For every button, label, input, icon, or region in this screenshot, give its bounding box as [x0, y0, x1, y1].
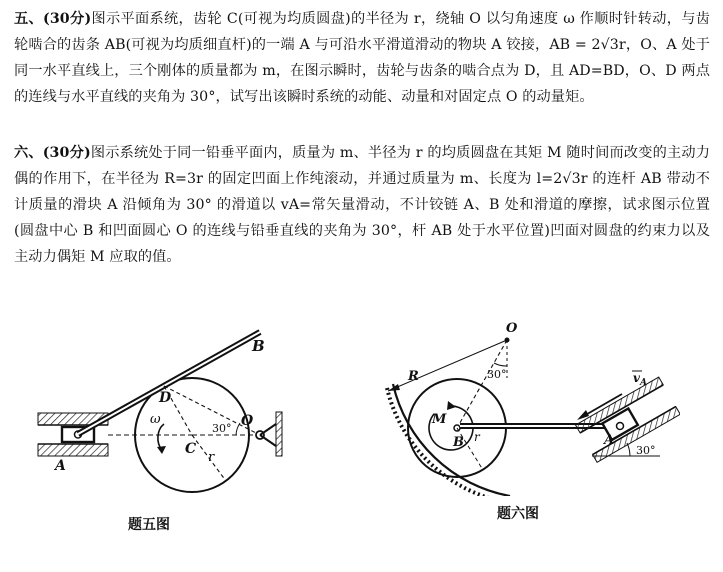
problem-6-title: 六、(30分) — [14, 145, 91, 161]
label-R: R — [408, 369, 419, 384]
label-r: r — [208, 450, 215, 465]
label-r: r — [474, 430, 480, 444]
problem-5-body: 图示平面系统，齿轮 C(可视为均质圆盘)的半径为 r，绕轴 O 以匀角速度 ω 作顺时针转动，与齿轮啮合的齿条 AB(可视为均质细直杆)的一端 A 与可沿水平滑道滑动的物块 A 铰接，AB = 2√3r，O、A 处于同一水平直线上，三个刚体的质量都为 m，在图示瞬时，齿轮与齿条的啮合点为 D，且 AD=BD，O、D 两点的连线与水平直线的夹角为 30°，试写出该瞬时系统的动能、动量和对固定点 O 的动量矩。 — [14, 11, 710, 105]
problem-5 — [14, 6, 710, 110]
label-a: A — [55, 458, 66, 474]
figure-5-caption: 题五图 — [128, 517, 170, 533]
guide-bottom — [38, 444, 108, 456]
label-o: O — [506, 321, 518, 336]
label-b: B — [453, 435, 464, 450]
label-angle-slope: 30° — [636, 444, 656, 457]
label-o: O — [241, 413, 254, 429]
problem-6-body: 图示系统处于同一铅垂平面内，质量为 m、半径为 r 的均质圆盘在其矩 M 随时间而改变的主动力偶的作用下，在半径为 R=3r 的固定凹面上作纯滚动，并通过质量为 m、长度为 l=2√3r 的连杆 AB 带动不计质量的滑块 A 沿倾角为 30° 的滑道以 vA=常矢量滑动，不计铰链 A、B 处和滑道的摩擦，试求图示位置(圆盘中心 B 和凹面圆心 O 的连线与铅垂直线的夹角为 30°，杆 AB 处于水平位置)凹面对圆盘的约束力以及主动力偶矩 M 应取的值。 — [14, 145, 710, 265]
figure-5-diagram — [14, 298, 314, 498]
label-angle-30: 30° — [212, 422, 232, 435]
label-m: M — [432, 412, 447, 427]
label-b: B — [252, 337, 265, 355]
figure-6-diagram — [360, 296, 680, 496]
problem-5-title: 五、(30分) — [14, 11, 92, 27]
label-c: C — [185, 441, 197, 457]
label-va: $v_A$ — [633, 371, 647, 388]
hinge-a — [617, 423, 624, 430]
label-angle-top: 30° — [487, 368, 507, 381]
pivot-wall — [276, 412, 282, 456]
omega-arrow-icon — [158, 424, 164, 450]
problem-6 — [14, 140, 710, 270]
label-d: D — [159, 390, 172, 406]
label-omega: ω — [150, 412, 161, 427]
concave-surface — [393, 384, 510, 496]
label-a: A — [604, 433, 615, 448]
figure-6-caption: 题六图 — [497, 506, 539, 522]
